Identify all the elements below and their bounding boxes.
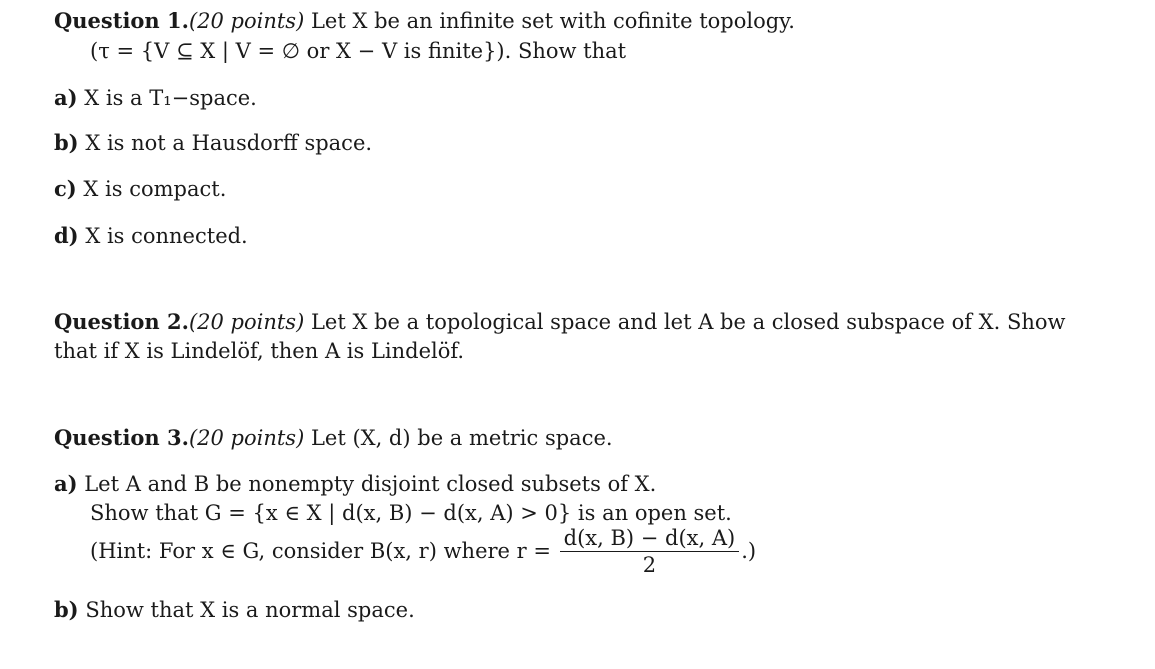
question-1-heading: Question 1.: [54, 8, 189, 33]
hint-suffix: .): [741, 539, 757, 563]
question-2-line-1: Let X be a topological space and let A be a closed subspace of X. Show: [310, 310, 1066, 334]
part-label: b): [54, 130, 79, 155]
part-label: a): [54, 471, 78, 496]
fraction-numerator: d(x, B) − d(x, A): [560, 527, 740, 552]
question-3-points: (20 points): [188, 426, 305, 450]
question-2-points: (20 points): [188, 310, 305, 334]
fraction-denominator: 2: [642, 553, 657, 577]
question-3-heading: Question 3.: [54, 425, 189, 450]
hint-prefix: (Hint: For x ∈ G, consider B(x, r) where r =: [90, 539, 551, 563]
part-text: Show that X is a normal space.: [85, 598, 415, 622]
question-2-heading: Question 2.: [54, 309, 189, 334]
hint-fraction: [560, 527, 740, 578]
part-label: d): [54, 223, 79, 248]
question-2-line-2: that if X is Lindelöf, then A is Lindelöf.: [54, 339, 465, 363]
question-3-part-b: [54, 597, 415, 623]
question-2-header: [54, 309, 1066, 335]
question-1-header: [54, 8, 795, 34]
question-1-part-d: [54, 223, 248, 249]
question-1-intro: Let X be an infinite set with cofinite topology.: [310, 9, 795, 33]
part-text: X is compact.: [83, 177, 227, 201]
question-1-definition: (τ = {V ⊆ X | V = ∅ or X − V is finite}). Show that: [90, 39, 627, 63]
part-label: a): [54, 85, 78, 110]
part-label: c): [54, 176, 77, 201]
question-3-header: [54, 425, 613, 451]
question-3-hint: [90, 527, 756, 578]
part-text: X is connected.: [85, 224, 248, 248]
question-1-part-b: [54, 130, 372, 156]
part-text: X is a T₁−space.: [84, 86, 257, 110]
part-text: Let A and B be nonempty disjoint closed subsets of X.: [84, 472, 657, 496]
question-1-part-c: [54, 176, 226, 202]
question-3-intro: Let (X, d) be a metric space.: [310, 426, 613, 450]
part-text: X is not a Hausdorff space.: [85, 131, 373, 155]
part-label: b): [54, 597, 79, 622]
question-3-part-a: [54, 471, 656, 497]
question-3-part-a-line-2: Show that G = {x ∈ X | d(x, B) − d(x, A) > 0} is an open set.: [90, 501, 732, 525]
question-1-points: (20 points): [188, 9, 305, 33]
question-1-part-a: [54, 85, 257, 111]
